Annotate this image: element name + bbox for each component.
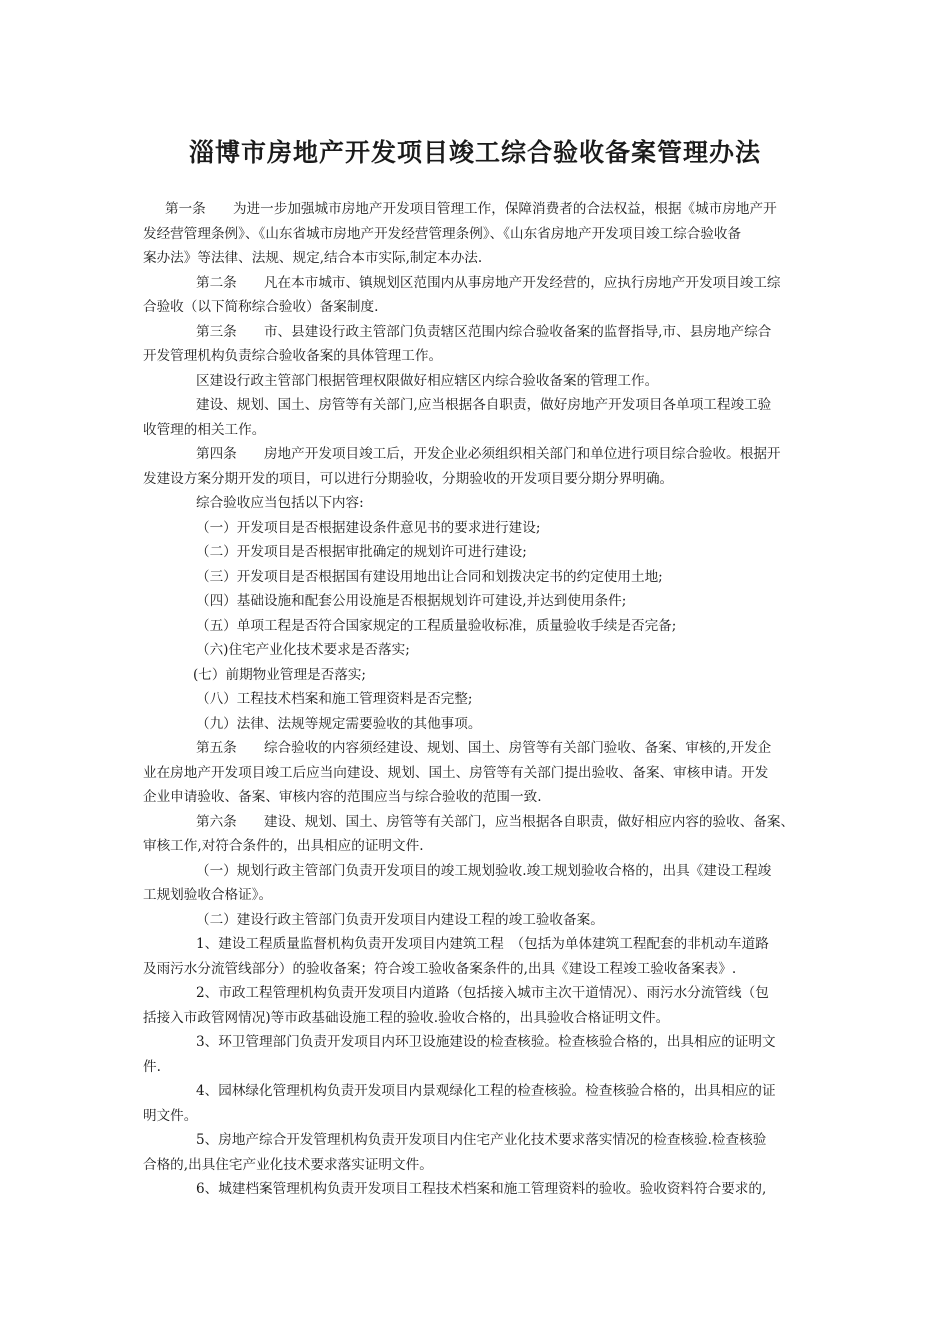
paragraph-line: 案办法》等法律、法规、规定,结合本市实际,制定本办法.: [143, 250, 483, 266]
paragraph-line: 第四条 房地产开发项目竣工后，开发企业必须组织相关部门和单位进行项目综合验收。根据开: [196, 446, 781, 462]
paragraph-line: 企业申请验收、备案、审核内容的范围应当与综合验收的范围一致.: [143, 789, 542, 805]
paragraph-line: 发建设方案分期开发的项目，可以进行分期验收，分期验收的开发项目要分期分界明确。: [143, 470, 674, 487]
paragraph-line: 开发管理机构负责综合验收备案的具体管理工作。: [143, 348, 443, 364]
paragraph-line: 4、园林绿化管理机构负责开发项目内景观绿化工程的检查核验。检查核验合格的，出具相应的证: [196, 1083, 776, 1099]
paragraph-line: 第六条 建设、规划、国土、房管等有关部门，应当根据各自职责，做好相应内容的验收、备案、: [196, 813, 795, 830]
paragraph-line: 第二条 凡在本市城市、镇规划区范围内从事房地产开发经营的，应执行房地产开发项目竣工综: [196, 274, 781, 291]
list-item-line: （九）法律、法规等规定需要验收的其他事项。: [196, 715, 482, 732]
paragraph-line: 合格的,出具住宅产业化技术要求落实证明文件。: [143, 1156, 433, 1173]
paragraph-line: 工规划验收合格证》。: [143, 887, 273, 903]
paragraph-line: 明文件。: [143, 1107, 198, 1124]
paragraph-line: （二）建设行政主管部门负责开发项目内建设工程的竣工验收备案。: [196, 911, 604, 928]
paragraph-line: 建设、规划、国土、房管等有关部门,应当根据各自职责，做好房地产开发项目各单项工程竣工验: [196, 397, 772, 413]
paragraph-line: 审核工作,对符合条件的，出具相应的证明文件.: [143, 838, 424, 854]
list-item-line: （三）开发项目是否根据国有建设用地出让合同和划拨决定书的约定使用土地;: [196, 568, 663, 585]
paragraph-line: 第一条 为进一步加强城市房地产开发项目管理工作，保障消费者的合法权益，根据《城市房地产开: [165, 201, 777, 217]
paragraph-line: 2、市政工程管理机构负责开发项目内道路（包括接入城市主次干道情况）、雨污水分流管线（包: [196, 985, 769, 1001]
document-title: 淄博市房地产开发项目竣工综合验收备案管理办法: [188, 138, 761, 167]
paragraph-line: 第五条 综合验收的内容须经建设、规划、国土、房管等有关部门验收、备案、审核的,开发企: [196, 740, 772, 756]
paragraph-line: 合验收（以下简称综合验收）备案制度.: [143, 299, 379, 315]
paragraph-line: 及雨污水分流管线部分）的验收备案；符合竣工验收备案条件的,出具《建设工程竣工验收备案表》.: [143, 960, 737, 977]
list-item-line: （六)住宅产业化技术要求是否落实;: [196, 642, 410, 658]
list-item-line: （五）单项工程是否符合国家规定的工程质量验收标准，质量验收手续是否完备;: [196, 617, 677, 634]
paragraph-line: 第三条 市、县建设行政主管部门负责辖区范围内综合验收备案的监督指导,市、县房地产综合: [196, 323, 772, 340]
paragraph-line: 5、房地产综合开发管理机构负责开发项目内住宅产业化技术要求落实情况的检查核验.检查核验: [196, 1132, 767, 1148]
paragraph-line: 发经营管理条例》、《山东省城市房地产开发经营管理条例》、《山东省房地产开发项目竣工综合验收备: [143, 225, 742, 242]
paragraph-line: 收管理的相关工作。: [143, 421, 266, 438]
list-item-line: （二）开发项目是否根据审批确定的规划许可进行建设;: [196, 544, 527, 560]
paragraph-line: 6、城建档案管理机构负责开发项目工程技术档案和施工管理资料的验收。验收资料符合要求的,: [196, 1181, 767, 1197]
paragraph-line: 区建设行政主管部门根据管理权限做好相应辖区内综合验收备案的管理工作。: [196, 372, 659, 389]
paragraph-line: （一）规划行政主管部门负责开发项目的竣工规划验收.竣工规划验收合格的，出具《建设工程竣: [196, 862, 772, 879]
paragraph-line: 业在房地产开发项目竣工后应当向建设、规划、国土、房管等有关部门提出验收、备案、审核申请。开发: [143, 764, 769, 781]
paragraph-line: 综合验收应当包括以下内容:: [196, 495, 364, 511]
paragraph-line: 3、环卫管理部门负责开发项目内环卫设施建设的检查核验。检查核验合格的，出具相应的证明文: [196, 1034, 776, 1050]
list-item-line: (七）前期物业管理是否落实;: [193, 666, 367, 683]
list-item-line: （八）工程技术档案和施工管理资料是否完整;: [196, 691, 473, 707]
paragraph-line: 1、建设工程质量监督机构负责开发项目内建筑工程 （包括为单体建筑工程配套的非机动车道路: [196, 936, 769, 952]
document-body: [143, 197, 811, 1202]
paragraph-line: 件.: [143, 1058, 161, 1075]
paragraph-line: 括接入市政管网情况)等市政基础设施工程的验收.验收合格的，出具验收合格证明文件。: [143, 1009, 670, 1026]
list-item-line: （四）基础设施和配套公用设施是否根据规划许可建设,并达到使用条件;: [196, 593, 627, 609]
list-item-line: （一）开发项目是否根据建设条件意见书的要求进行建设;: [196, 519, 541, 536]
